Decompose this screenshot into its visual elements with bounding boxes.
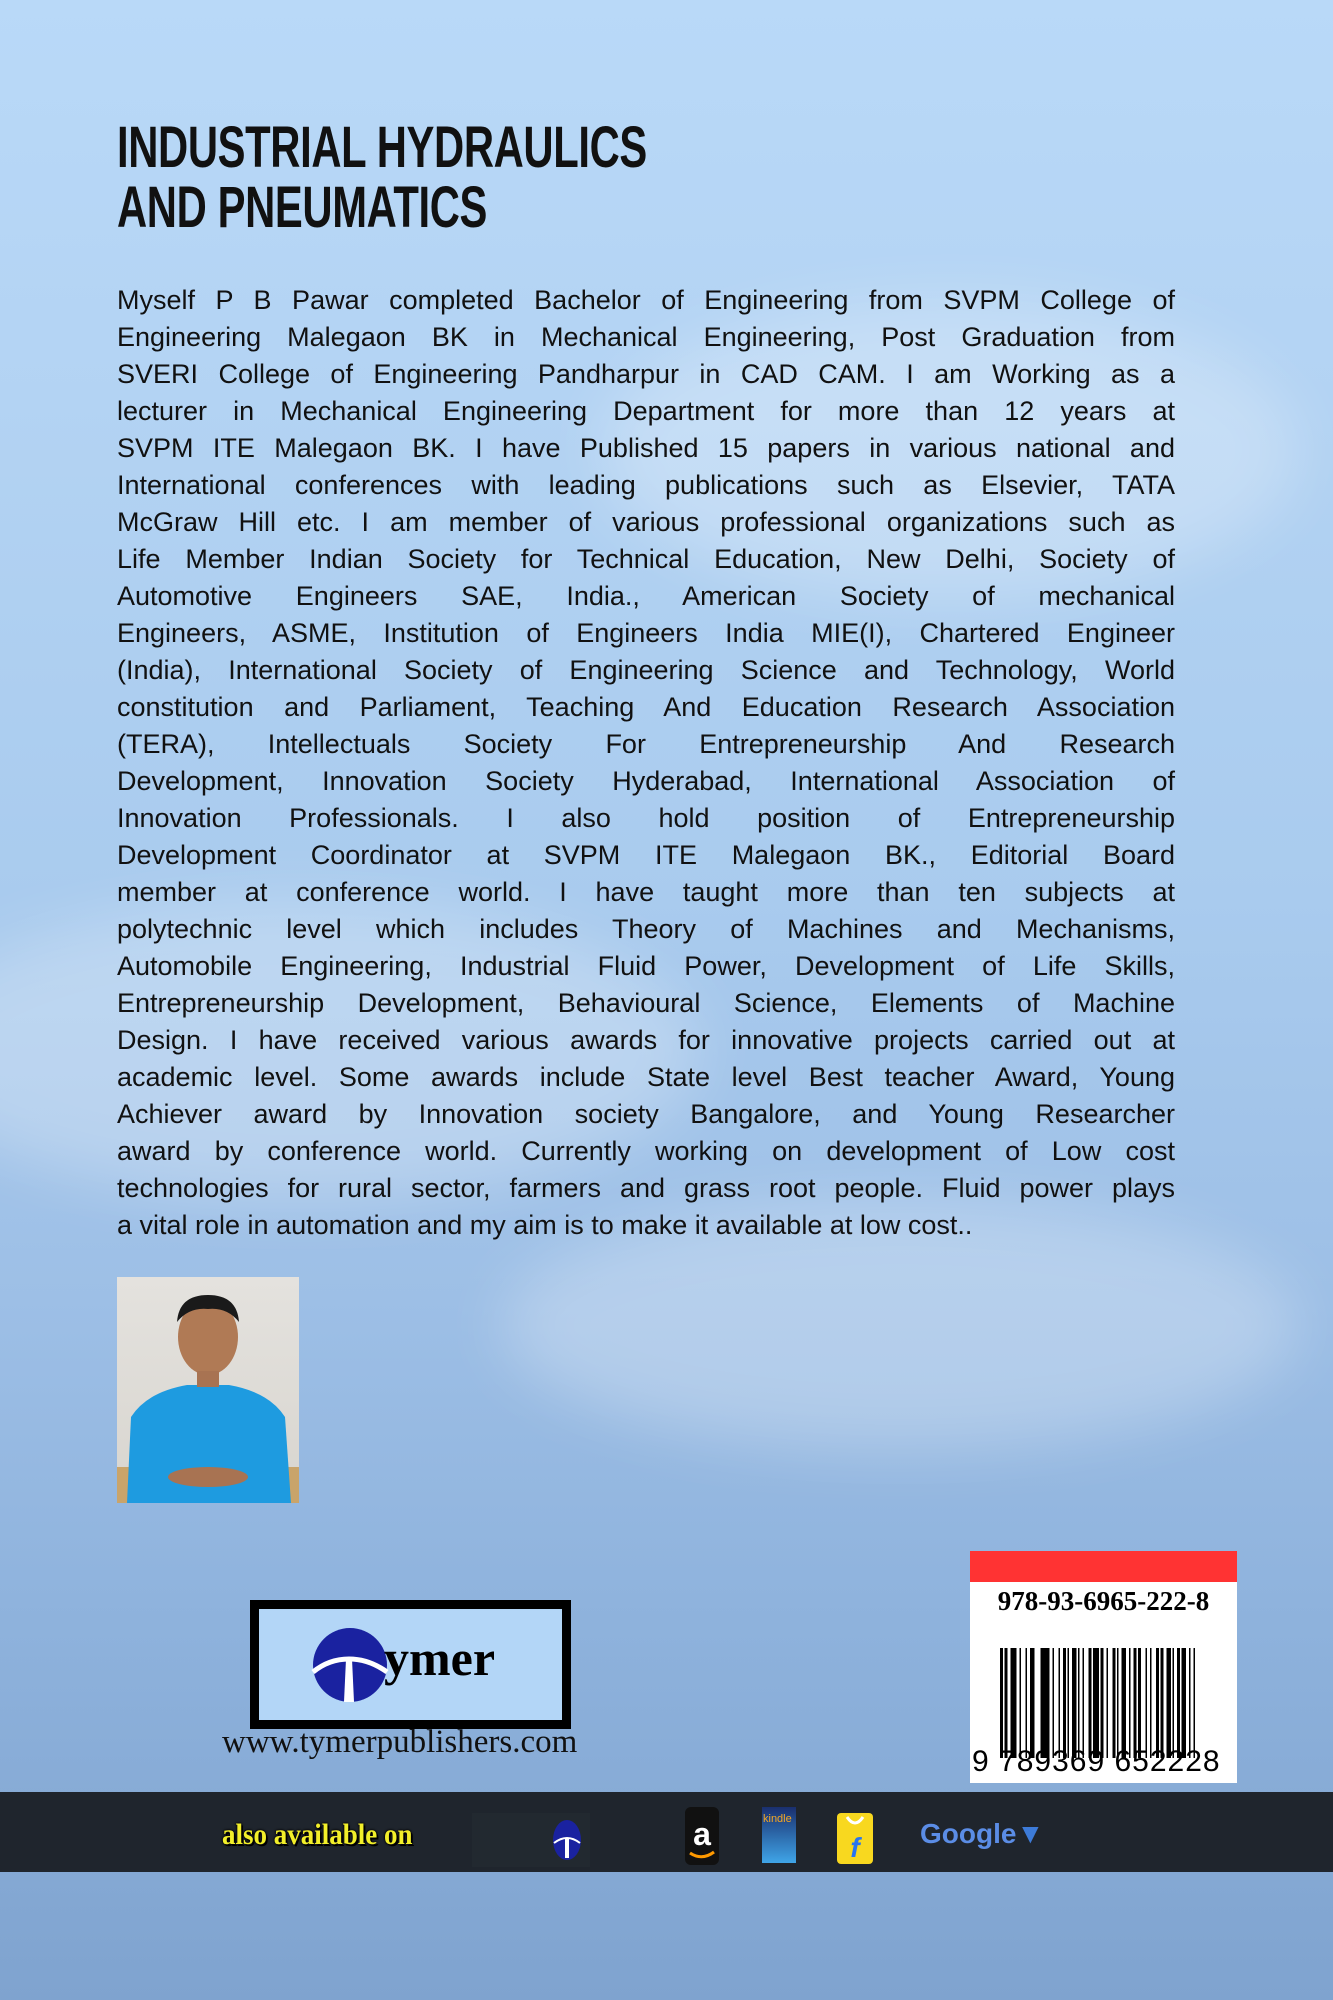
kindle-icon[interactable] (762, 1807, 796, 1863)
barcode-bar (1089, 1648, 1092, 1758)
barcode-bar (1020, 1648, 1022, 1758)
bio-line: academic level. Some awards include State level Best teacher Award, Young (117, 1062, 1175, 1092)
barcode-bar (1156, 1648, 1159, 1758)
isbn-barcode (970, 1551, 1237, 1783)
isbn-text: 978-93-6965-222-8 (997, 1586, 1210, 1616)
barcode-bar (1072, 1648, 1077, 1758)
barcode-bar (1083, 1648, 1085, 1758)
barcode-bar (1011, 1648, 1017, 1758)
barcode-bar (1189, 1648, 1191, 1758)
bio-line: Life Member Indian Society for Technical Education, New Delhi, Society of (117, 544, 1175, 574)
barcode-bar (1059, 1648, 1061, 1758)
bio-line: Entrepreneurship Development, Behavioural Science, Elements of Machine (117, 988, 1175, 1018)
logo-wordmark: ymer (384, 1630, 496, 1686)
bio-line: Achiever award by Innovation society Bangalore, and Young Researcher (117, 1099, 1175, 1129)
barcode-bar (1005, 1648, 1008, 1758)
barcode-bar (1117, 1648, 1119, 1758)
bio-line: award by conference world. Currently working on development of Low cost (117, 1136, 1175, 1166)
bio-line: SVERI College of Engineering Pandharpur in CAD CAM. I am Working as a (117, 359, 1175, 389)
author-bio (117, 282, 1175, 1244)
bio-line: constitution and Parliament, Teaching And Education Research Association (117, 692, 1175, 722)
bio-line: member at conference world. I have taught more than ten subjects at (117, 877, 1175, 907)
bio-line: International conferences with leading publications such as Elsevier, TATA (117, 470, 1175, 500)
barcode-bar (1167, 1648, 1172, 1758)
bio-line: (TERA), Intellectuals Society For Entrepreneurship And Research (117, 729, 1175, 759)
barcode-bar (1161, 1648, 1164, 1758)
title-line-1: INDUSTRIAL HYDRAULICS (117, 115, 647, 180)
bio-line: Design. I have received various awards for innovative projects carried out at (117, 1025, 1175, 1055)
bio-line: (India), International Society of Engineering Science and Technology, World (117, 655, 1175, 685)
also-available-label: also available on (222, 1818, 413, 1851)
bio-line: a vital role in automation and my aim is to make it available at low cost.. (117, 1210, 973, 1240)
bio-line: Automotive Engineers SAE, India., American Society of mechanical (117, 581, 1175, 611)
barcode-bar (1182, 1648, 1187, 1758)
amazon-icon[interactable] (685, 1807, 719, 1865)
barcode-bar (1138, 1648, 1141, 1758)
bio-line: Engineering Malegaon BK in Mechanical Engineering, Post Graduation from (117, 322, 1175, 352)
bio-line: Automobile Engineering, Industrial Fluid Power, Development of Life Skills, (117, 951, 1175, 981)
publisher-url[interactable]: www.tymerpublishers.com (222, 1724, 578, 1760)
barcode-bar (1101, 1648, 1104, 1758)
google-text: Google (920, 1818, 1017, 1849)
barcode-bar (1000, 1648, 1003, 1758)
bio-line: Engineers, ASME, Institution of Engineers India MIE(I), Chartered Engineer (117, 618, 1175, 648)
bio-line: McGraw Hill etc. I am member of various professional organizations such as (117, 507, 1175, 537)
book-title (117, 115, 647, 240)
barcode-bar (1134, 1648, 1137, 1758)
barcode-digits: 9 789369 652228 (972, 1745, 1221, 1778)
tymer-icon[interactable] (552, 1813, 582, 1867)
barcode-bar (1026, 1648, 1028, 1758)
bio-line: technologies for rural sector, farmers and grass root people. Fluid power plays (117, 1173, 1175, 1203)
barcode-bar (1146, 1648, 1148, 1758)
barcode-bar (1107, 1648, 1109, 1758)
barcode-bar (1173, 1648, 1175, 1758)
barcode-bar (1177, 1648, 1180, 1758)
barcode-bar (1041, 1648, 1050, 1758)
barcode-bar (1194, 1648, 1196, 1758)
google-books-icon[interactable]: Google▼ (920, 1818, 1045, 1849)
barcode-bar (1063, 1648, 1066, 1758)
barcode-bar (1129, 1648, 1131, 1758)
bio-line: Development, Innovation Society Hyderabad, International Association of (117, 766, 1175, 796)
bio-line: lecturer in Mechanical Engineering Department for more than 12 years at (117, 396, 1175, 426)
author-photo (117, 1277, 299, 1503)
barcode-bar (1122, 1648, 1127, 1758)
svg-text:a: a (693, 1816, 711, 1852)
bio-line: polytechnic level which includes Theory of Machines and Mechanisms, (117, 914, 1175, 944)
kindle-text: kindle (763, 1813, 792, 1825)
barcode-bar (1053, 1648, 1055, 1758)
bio-line: Myself P B Pawar completed Bachelor of Engineering from SVPM College of (117, 285, 1175, 315)
bio-line: SVPM ITE Malegaon BK. I have Published 15 papers in various national and (117, 433, 1175, 463)
tymer-logo (250, 1600, 571, 1729)
barcode-bar (1150, 1648, 1152, 1758)
flipkart-icon[interactable] (837, 1807, 873, 1864)
availability-bar (0, 1792, 1333, 1872)
title-line-2: AND PNEUMATICS (117, 175, 488, 240)
barcode-bar (1068, 1648, 1070, 1758)
bio-line: Innovation Professionals. I also hold position of Entrepreneurship (117, 803, 1175, 833)
barcode-bar (1030, 1648, 1035, 1758)
svg-text:f: f (850, 1832, 860, 1863)
bio-line: Development Coordinator at SVPM ITE Malegaon BK., Editorial Board (117, 840, 1175, 870)
barcode-bar (1078, 1648, 1080, 1758)
barcode-bar (1113, 1648, 1116, 1758)
barcode-bar (1093, 1648, 1099, 1758)
